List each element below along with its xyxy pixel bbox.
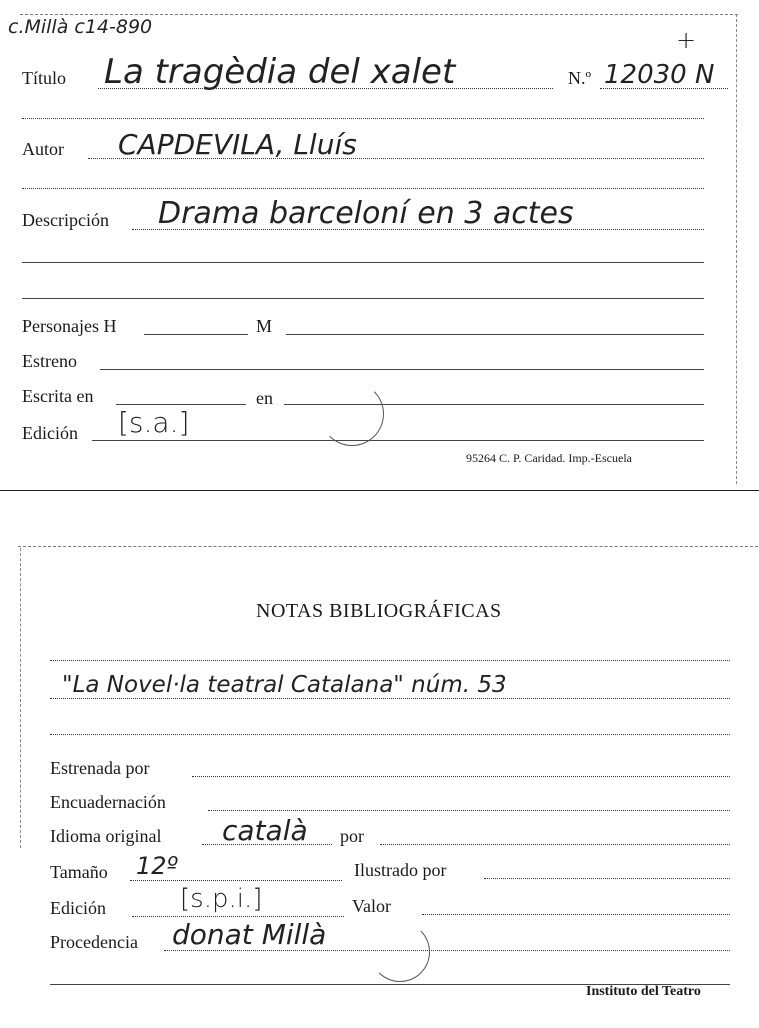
blank-line-3 — [22, 262, 704, 263]
card-top-edge — [20, 14, 738, 15]
blank-line-2 — [22, 188, 704, 189]
notas-value: "La Novel·la teatral Catalana" núm. 53 — [62, 672, 507, 698]
notas-line-1 — [50, 660, 730, 661]
por-line — [380, 844, 730, 845]
ilustrado-label: Ilustrado por — [354, 860, 447, 880]
m-label: M — [256, 316, 273, 336]
notas-line-3 — [50, 734, 730, 735]
descripcion-value: Drama barceloní en 3 actes — [158, 196, 574, 231]
blank-line-1 — [22, 118, 704, 119]
corner-note: c.Millà c14-890 — [8, 16, 153, 38]
estreno-line — [100, 369, 704, 370]
estrenada-line — [192, 776, 730, 777]
card-top-edge-2 — [18, 546, 758, 547]
stamp-mark-2 — [370, 922, 430, 982]
procedencia-value: donat Millà — [172, 918, 327, 951]
catalog-card-back — [0, 538, 759, 1028]
procedencia-label: Procedencia — [50, 932, 138, 952]
autor-value: CAPDEVILA, Lluís — [118, 128, 357, 161]
edicion-label-2: Edición — [50, 898, 106, 918]
edicion-line-2 — [132, 916, 344, 917]
encuadernacion-line — [208, 810, 730, 811]
escrita-label: Escrita en — [22, 386, 94, 406]
idioma-label: Idioma original — [50, 826, 162, 846]
valor-label: Valor — [352, 896, 391, 916]
personajes-m-line — [286, 334, 704, 335]
edicion-line — [92, 440, 704, 441]
numero-label: N.º — [568, 68, 592, 88]
card-left-edge-2 — [20, 548, 21, 848]
en-label: en — [256, 388, 273, 408]
personajes-label: Personajes H — [22, 316, 117, 336]
numero-value: 12030 N — [604, 60, 715, 90]
personajes-h-line — [144, 334, 248, 335]
idioma-value: català — [222, 814, 308, 847]
edicion-value: [s.a.] — [118, 406, 190, 439]
card-right-edge — [736, 14, 737, 484]
tamano-label: Tamaño — [50, 862, 108, 882]
card-bottom-edge — [0, 490, 759, 491]
titulo-value: La tragèdia del xalet — [104, 52, 456, 92]
valor-line — [422, 914, 730, 915]
encuadernacion-label: Encuadernación — [50, 792, 166, 812]
por-label: por — [340, 826, 364, 846]
estrenada-label: Estrenada por — [50, 758, 150, 778]
titulo-label: Título — [22, 68, 66, 88]
notas-line-2 — [50, 698, 730, 699]
printer-imprint: 95264 C. P. Caridad. Imp.-Escuela — [466, 451, 632, 465]
catalog-card-front — [0, 0, 759, 492]
estreno-label: Estreno — [22, 351, 77, 371]
descripcion-label: Descripción — [22, 210, 109, 230]
institution-imprint: Instituto del Teatro — [586, 984, 701, 999]
edicion-label: Edición — [22, 423, 78, 443]
autor-label: Autor — [22, 139, 64, 159]
tamano-line — [130, 880, 342, 881]
stamp-mark — [320, 382, 384, 446]
notas-heading: NOTAS BIBLIOGRÁFICAS — [256, 600, 502, 622]
escrita-line — [116, 404, 246, 405]
ilustrado-line — [484, 878, 730, 879]
edicion-value-2: [s.p.i.] — [180, 884, 263, 914]
blank-line-4 — [22, 298, 704, 299]
plus-mark: + — [676, 26, 697, 54]
tamano-value: 12º — [136, 852, 178, 880]
